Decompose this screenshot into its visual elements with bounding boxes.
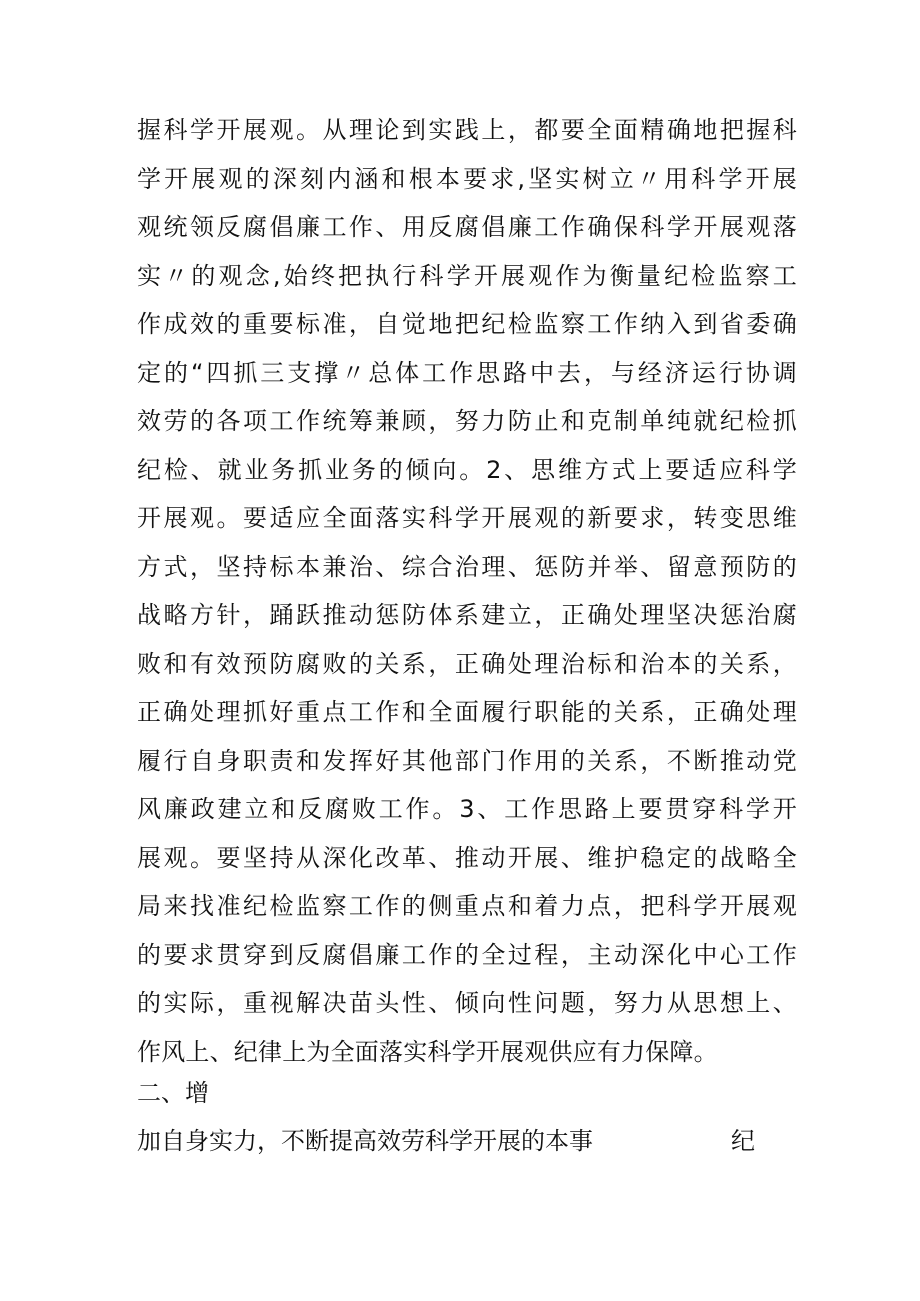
text-line: 风廉政建立和反腐败工作。3、工作思路上要贯穿科学开	[137, 795, 797, 823]
text-line: 学开展观的深刻内涵和根本要求,坚实树立〃用科学开展	[137, 164, 797, 193]
text-line: 的实际，重视解决苗头性、倾向性问题，努力从思想上、	[137, 989, 797, 1017]
text-line: 局来找准纪检监察工作的侧重点和着力点，把科学开展观	[137, 892, 797, 920]
text-line: 作成效的重要标准，自觉地把纪检监察工作纳入到省委确	[137, 310, 797, 338]
trailing-fragment: 纪	[731, 1127, 755, 1155]
body-paragraph	[137, 106, 797, 1076]
text-line: 效劳的各项工作统筹兼顾，努力防止和克制单纯就纪检抓	[137, 407, 797, 435]
text-line: 履行自身职责和发挥好其他部门作用的关系，不断推动党	[137, 746, 797, 775]
text-line: 展观。要坚持从深化改革、推动开展、维护稳定的战略全	[137, 843, 797, 872]
text-line: 方式，坚持标本兼治、综合治理、惩防并举、留意预防的	[137, 552, 797, 581]
text-line: 定的“四抓三支撑〃总体工作思路中去，与经济运行协调	[137, 358, 797, 387]
text-line: 观统领反腐倡廉工作、用反腐倡廉工作确保科学开展观落	[137, 213, 797, 241]
text-line: 作风上、纪律上为全面落实科学开展观供应有力保障。	[137, 1037, 718, 1066]
text-line: 握科学开展观。从理论到实践上，都要全面精确地把握科	[137, 116, 797, 144]
text-line: 败和有效预防腐败的关系，正确处理治标和治本的关系，	[137, 649, 797, 678]
text-line: 开展观。要适应全面落实科学开展观的新要求，转变思维	[137, 504, 797, 532]
text-line: 正确处理抓好重点工作和全面履行职能的关系，正确处理	[137, 698, 797, 726]
text-line: 纪检、就业务抓业务的倾向。2、思维方式上要适应科学	[137, 455, 797, 484]
text-line: 战略方针，踊跃推动惩防体系建立，正确处理坚决惩治腐	[137, 601, 797, 629]
section-heading-continuation: 加自身实力，不断提高效劳科学开展的本事	[137, 1127, 593, 1155]
text-line: 实〃的观念,始终把执行科学开展观作为衡量纪检监察工	[137, 261, 797, 290]
text-line: 的要求贯穿到反腐倡廉工作的全过程，主动深化中心工作	[137, 940, 797, 969]
section-heading: 二、增	[137, 1079, 209, 1107]
